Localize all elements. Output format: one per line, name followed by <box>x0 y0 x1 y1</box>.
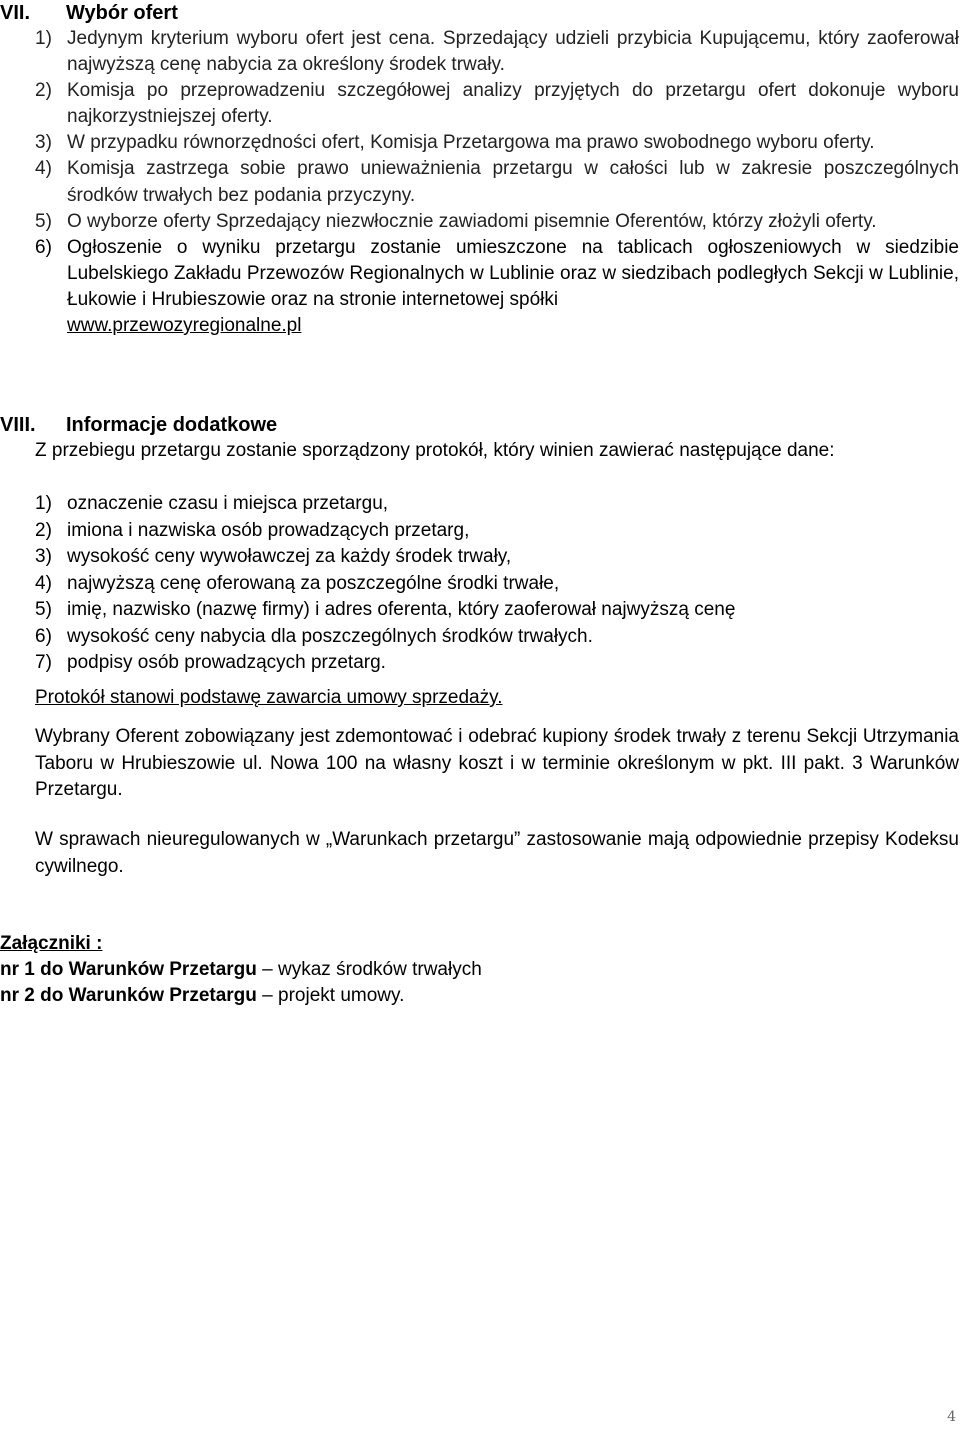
item-number: 1) <box>35 493 52 514</box>
list-item <box>35 78 959 130</box>
list-item <box>35 156 959 208</box>
protocol-data-list <box>35 491 959 677</box>
item-text: oznaczenie czasu i miejsca przetargu, <box>67 493 389 514</box>
section-title: Wybór ofert <box>66 2 178 24</box>
website-link[interactable]: www.przewozyregionalne.pl <box>67 315 302 337</box>
attachment-desc: – wykaz środków trwałych <box>256 959 482 980</box>
item-text: W przypadku równorzędności ofert, Komisja Przetargowa ma prawo swobodnego wyboru oferty. <box>67 132 875 154</box>
item-number: 7) <box>35 652 52 673</box>
offer-obligation-paragraph: Wybrany Oferent zobowiązany jest zdemontować i odebrać kupiony środek trwały z terenu Sekcji Utrzymania Taboru w Hrubieszowie ul. Nowa 100 na własny koszt i w terminie określonym w pkt. III pakt. 3 Warunków Przetargu. <box>35 726 959 800</box>
list-item <box>35 571 959 598</box>
item-number: 5) <box>35 210 52 232</box>
section-heading-viii <box>0 412 277 438</box>
list-item <box>35 26 959 78</box>
section-number: VIII. <box>0 414 36 436</box>
item-number: 2) <box>35 80 52 102</box>
item-text: Komisja po przeprowadzeniu szczegółowej analizy przyjętych do przetargu ofert dokonuje wyboru najkorzystniejszej oferty. <box>67 80 959 128</box>
protocol-note: Protokół stanowi podstawę zawarcia umowy sprzedaży. <box>35 687 503 708</box>
list-item <box>35 209 959 235</box>
item-text: wysokość ceny nabycia dla poszczególnych środków trwałych. <box>67 625 593 647</box>
section-title: Informacje dodatkowe <box>66 414 278 436</box>
list-item <box>35 544 959 571</box>
unregulated-matters-paragraph: W sprawach nieuregulowanych w „Warunkach przetargu” zastosowanie mają odpowiednie przepisy Kodeksu cywilnego. <box>35 829 959 877</box>
list-item <box>35 650 959 677</box>
item-number: 5) <box>35 599 52 620</box>
attachment-label: nr 2 do Warunków Przetargu <box>0 985 257 1006</box>
item-text: podpisy osób prowadzących przetarg. <box>67 652 386 673</box>
attachment-desc: – projekt umowy. <box>256 985 405 1006</box>
item-text: imiona i nazwiska osób prowadzących przetarg, <box>67 519 470 541</box>
item-text: Ogłoszenie o wyniku przetargu zostanie umieszczone na tablicach ogłoszeniowych w siedzibie Lubelskiego Zakładu Przewozów Regionalnych w Lublinie oraz w siedzibach podległych Sekcji w Lublinie, Łukowie i Hrubieszowie oraz na stronie internetowej spółki <box>67 236 959 310</box>
item-number: 1) <box>35 28 52 49</box>
item-text: wysokość ceny wywoławczej za każdy środek trwały, <box>67 546 512 567</box>
list-item <box>35 624 959 651</box>
list-item <box>35 597 959 624</box>
item-number: 6) <box>35 625 52 647</box>
attachments-heading: Załączniki : <box>0 933 103 954</box>
offer-selection-list <box>35 26 959 339</box>
section-heading-vii <box>0 0 178 26</box>
item-text: najwyższą cenę oferowaną za poszczególne środki trwałe, <box>67 572 560 594</box>
list-item <box>35 491 959 518</box>
list-item <box>35 518 959 545</box>
item-number: 3) <box>35 546 52 567</box>
item-text: O wyborze oferty Sprzedający niezwłocznie zawiadomi pisemnie Oferentów, którzy złożyli oferty. <box>67 210 877 232</box>
protocol-intro: Z przebiegu przetargu zostanie sporządzony protokół, który winien zawierać następujące dane: <box>35 440 835 461</box>
list-item <box>35 235 959 339</box>
item-number: 4) <box>35 572 52 594</box>
item-text: Jedynym kryterium wyboru ofert jest cena. Sprzedający udzieli przybicia Kupującemu, który zaoferował najwyższą cenę nabycia za określony środek trwały. <box>67 28 959 76</box>
section-number: VII. <box>0 2 31 24</box>
attachment-label: nr 1 do Warunków Przetargu <box>0 959 257 980</box>
item-number: 2) <box>35 519 52 541</box>
attachment-item <box>0 983 404 1009</box>
item-text: Komisja zastrzega sobie prawo unieważnienia przetargu w całości lub w zakresie poszczególnych środków trwałych bez podania przyczyny. <box>67 158 959 206</box>
item-number: 6) <box>35 236 52 258</box>
attachment-item <box>0 957 482 983</box>
item-text: imię, nazwisko (nazwę firmy) i adres oferenta, który zaoferował najwyższą cenę <box>67 599 736 620</box>
item-number: 3) <box>35 132 52 154</box>
item-number: 4) <box>35 158 52 180</box>
list-item <box>35 130 959 156</box>
page-number: 4 <box>947 1409 956 1425</box>
